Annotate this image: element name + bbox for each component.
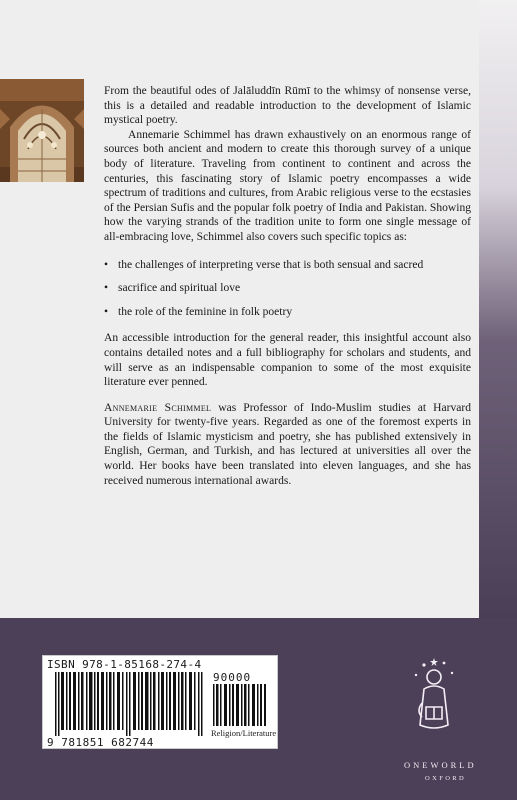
barcode-number: 9 781851 682744: [47, 736, 154, 749]
category-label: Religion/Literature: [211, 728, 277, 738]
summary-paragraph: Annemarie Schimmel has drawn exhaustively on an enormous range of sources both ancient and modern to create this thorough survey of a unique body of literature. Traveling from continent to continent and across the centuries, this fascinating story of Islamic poetry encompasses a wide spectrum of traditions and cultures, from Arabic religious verse to the ecstasies of the Persian Sufis and the popular folk poetry of India and Pakistan. Showing how the varying strands of the tradition unite to form one single message of all-embracing love, Schimmel also covers such specific topics as:: [104, 128, 471, 243]
back-cover-description: [104, 84, 471, 488]
isbn-barcode: [42, 655, 278, 749]
purple-gradient-strip: [479, 0, 517, 620]
arch-window-image: [0, 79, 84, 182]
price-code: 90000: [213, 671, 252, 684]
publisher-name: ONEWORLD: [404, 760, 477, 770]
topic-item: • the challenges of interpreting verse that is both sensual and sacred: [104, 258, 471, 273]
audience-paragraph: An accessible introduction for the general reader, this insightful account also contains detailed notes and a full bibliography for scholars and students, and will serve as an indispensable companion to some of the most exquisite literature ever penned.: [104, 332, 471, 389]
publisher-city: OXFORD: [425, 775, 467, 782]
intro-paragraph: From the beautiful odes of Jalāluddīn Rūmī to the whimsy of nonsense verse, this is a detailed and readable introduction to the development of Islamic mystical poetry.: [104, 85, 471, 127]
author-bio-text: was Professor of Indo-Muslim studies at Harvard University for twenty-five years. Regarded as one of the foremost experts in the fields of Islamic mysticism and poetry, she has published extensively in English, German, and Turkish, and has lectured at universities all over the world. Her books have been translated into eleven languages, and she has received numerous international awards.: [104, 401, 471, 487]
isbn-label: ISBN 978-1-85168-274-4: [47, 658, 202, 671]
author-name: Annemarie Schimmel: [104, 401, 212, 414]
topic-item: • sacrifice and spiritual love: [104, 281, 471, 296]
barcode-bars: [55, 672, 205, 736]
oneworld-logo-icon: [402, 655, 462, 745]
addon-barcode-bars: [213, 684, 267, 726]
topic-item: • the role of the feminine in folk poetry: [104, 305, 471, 320]
author-bio: [104, 401, 471, 489]
topic-list: [104, 258, 471, 320]
